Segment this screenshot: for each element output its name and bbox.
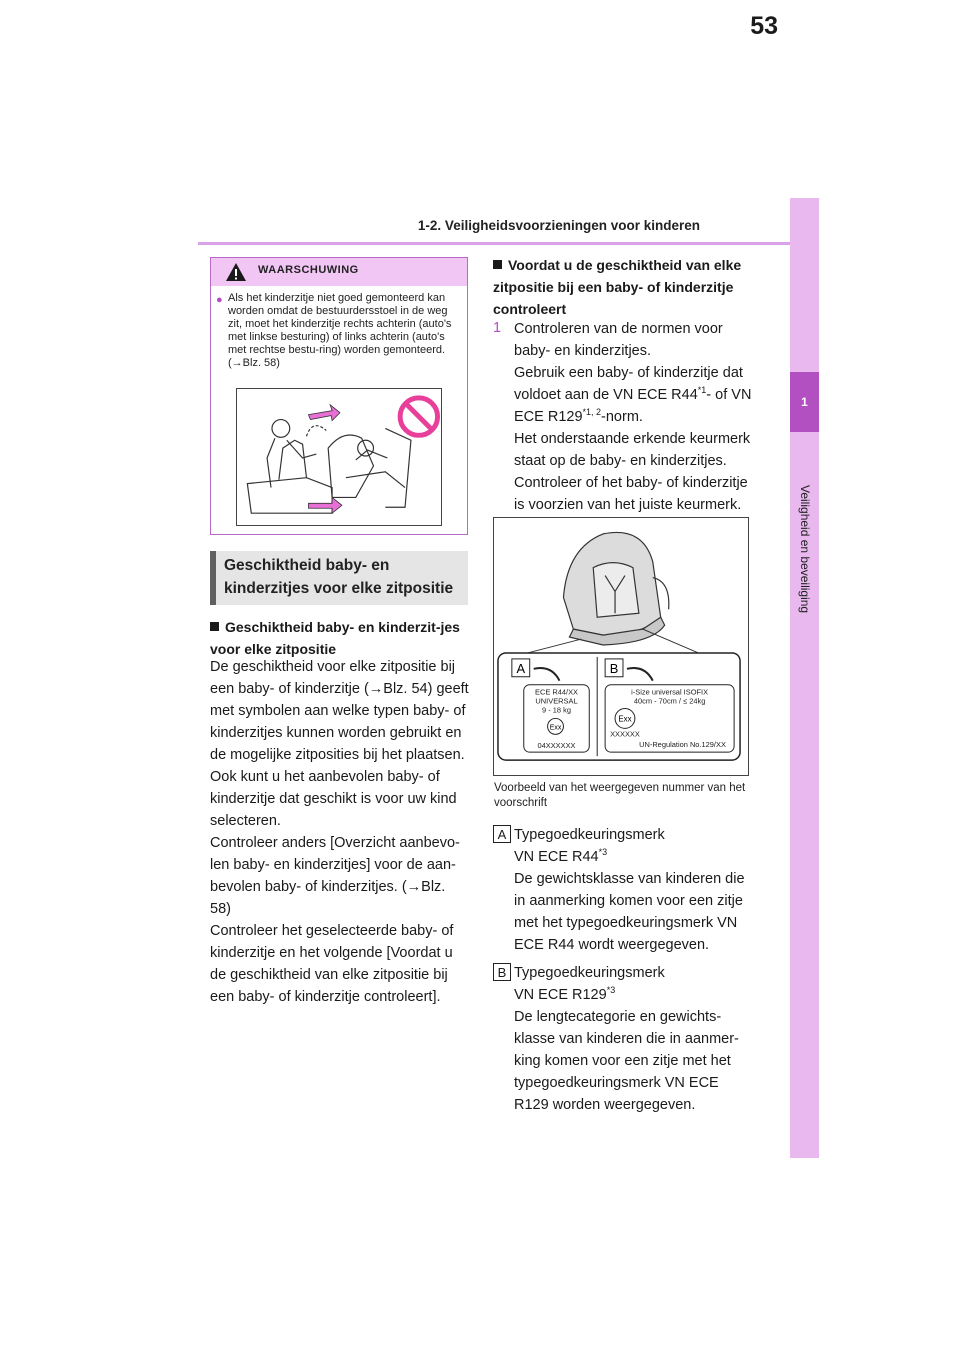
left-subheading-text: Geschiktheid baby- en kinderzit-jes voor elke zitpositie — [210, 619, 460, 657]
figure-b-line-4: XXXXXX — [610, 729, 640, 739]
seat-illustration — [236, 388, 442, 526]
tag-a: A — [493, 825, 511, 843]
entry-b — [514, 962, 750, 1116]
entry-a-text: De gewichtsklasse van kinderen die in aanmerking komen voor een zitje met het typegoedkeuringsmerk VN ECE R44 wordt weergegeven. — [514, 871, 745, 953]
square-bullet-icon — [493, 260, 502, 269]
square-bullet-icon — [210, 622, 219, 631]
left-paragraph: Controleer het geselecteerde baby- of kinderzitje en het volgende [Voordat u de geschiktheid van elke zitpositie bij een baby- of kinderzitje controleert]. — [210, 923, 454, 1005]
left-subheading — [210, 616, 468, 660]
warning-triangle-icon — [225, 262, 247, 282]
chapter-number: 1 — [790, 372, 819, 432]
figure-a-line-1: ECE R44/XX — [535, 687, 579, 697]
entry-a-norm: VN ECE R44$^{*3}$ — [514, 847, 608, 865]
entry-a-title: Typegoedkeuringsmerk — [514, 827, 665, 843]
step-norm-text: Gebruik een baby- of kinderzitje dat voldoet aan de VN ECE R44$^{*1}$- of VN ECE R129$^{*1, 2}$-norm. — [514, 365, 752, 425]
right-subheading — [493, 254, 748, 320]
step-rest: Het onderstaande erkende keurmerk staat op de baby- en kinderzitjes. Controleer of het baby- of kinderzitje is voorzien van het juiste keurmerk. — [514, 431, 751, 513]
figure-b-line-2: 40cm - 70cm / ≤ 24kg — [633, 696, 706, 706]
warning-title: WAARSCHUWING — [258, 264, 359, 276]
figure-tag-a: A — [516, 660, 526, 676]
figure-a-line-3: 9 - 18 kg — [542, 705, 571, 715]
approval-label-figure — [493, 517, 749, 776]
step-title: Controleren van de normen voor baby- en kinderzitjes. — [514, 321, 723, 359]
step-body — [514, 318, 754, 516]
chapter-label: Veiligheid en beveiliging — [798, 485, 812, 614]
tag-b: B — [493, 963, 511, 981]
figure-b-line-1: i-Size universal ISOFIX — [631, 687, 709, 697]
warning-bullet-icon: ● — [216, 294, 223, 306]
entry-b-text: De lengtecategorie en gewichts-klasse van kinderen die in aanmer-king komen voor een zitje met het typegoedkeuringsmerk VN ECE R129 worden weergegeven. — [514, 1009, 739, 1113]
figure-a-line-2: UNIVERSAL — [535, 696, 578, 706]
entry-b-norm: VN ECE R129$^{*3}$ — [514, 985, 616, 1003]
figure-a-line-5: 04XXXXXX — [537, 741, 576, 751]
figure-b-line-5: UN-Regulation No.129/XX — [639, 740, 726, 750]
warning-text: Als het kinderzitje niet goed gemonteerd kan worden omdat de bestuurdersstoel in de weg zit, moet het kinderzitje rechts achterin (auto's met linkse besturing) of links achterin (auto's met rechtse bestu-ring) worden gemonteerd. (→Blz. 58) — [228, 292, 452, 369]
figure-a-emark: Exx — [549, 724, 562, 732]
figure-b-emark: Exx — [618, 714, 632, 724]
section-heading: Geschiktheid baby- en kinderzitjes voor elke zitpositie — [224, 557, 454, 597]
entry-b-title: Typegoedkeuringsmerk — [514, 965, 665, 981]
left-paragraph: De geschiktheid voor elke zitpositie bij een baby- of kinderzitje (→Blz. 54) geeft met symbolen aan welke typen baby- of kinderzitjes kunnen worden gebruikt en de mogelijke zitposities bij het plaatsen. — [210, 659, 469, 763]
page-number: 53 — [750, 12, 778, 40]
left-body — [210, 656, 470, 1008]
left-paragraph: Controleer anders [Overzicht aanbevo-len baby- en kinderzitjes] voor de aan-bevolen baby- of kinderzitjes. (→Blz. 58) — [210, 835, 460, 917]
entry-a — [514, 824, 750, 956]
figure-tag-b: B — [609, 660, 619, 676]
side-tab-bar — [790, 198, 819, 1158]
step-number: 1 — [493, 320, 502, 336]
figure-caption: Voorbeeld van het weergegeven nummer van het voorschrift — [494, 782, 746, 809]
right-subheading-text: Voordat u de geschiktheid van elke zitpositie bij een baby- of kinderzitje controleert — [493, 257, 742, 317]
left-paragraph: Ook kunt u het aanbevolen baby- of kinderzitje dat geschikt is voor uw kind selecteren. — [210, 769, 457, 829]
section-title: 1-2. Veiligheidsvoorzieningen voor kinderen — [417, 218, 700, 233]
header-rule — [198, 242, 790, 245]
